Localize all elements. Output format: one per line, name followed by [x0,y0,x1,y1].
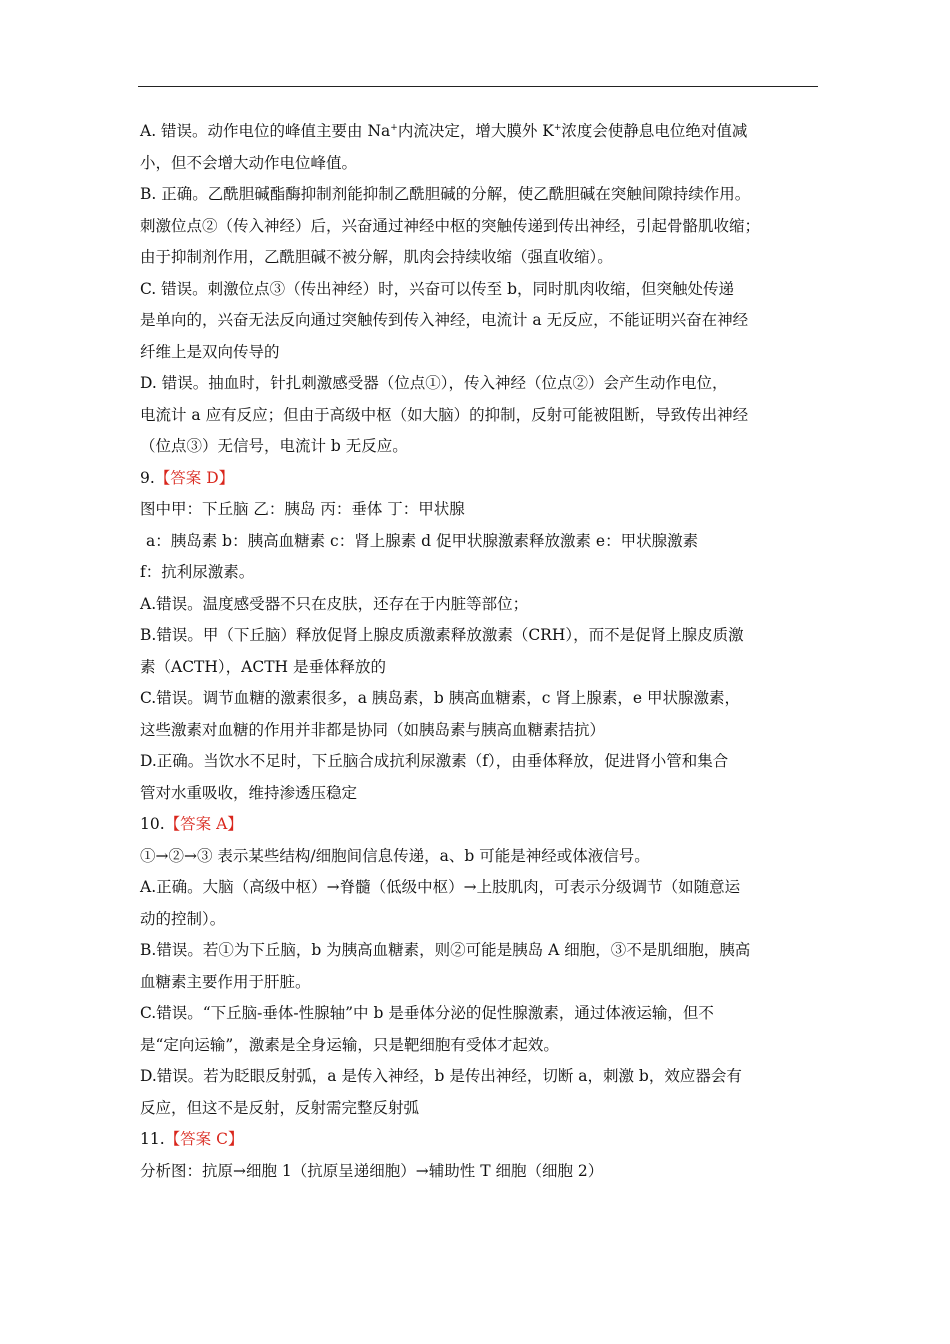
q8-option-d-line3: （位点③）无信号，电流计 b 无反应。 [140,437,408,455]
q8-option-b-line2: 刺激位点②（传入神经）后，兴奋通过神经中枢的突触传递到传出神经，引起骨骼肌收缩； [140,216,761,235]
q9-option-b-line2: 素（ACTH），ACTH 是垂体释放的 [140,657,386,676]
q9-answer: 【答案 D】 [154,468,235,487]
q8-option-c-line2: 是单向的，兴奋无法反向通过突触传到传入神经，电流计 a 无反应，不能证明兴奋在神经 [140,311,749,329]
q10-option-c-line2: 是“定向运输”，激素是全身运输，只是靶细胞有受体才起效。 [140,1035,559,1054]
q11-answer: 【答案 C】 [164,1130,244,1148]
header-rule [138,86,818,87]
q10-answer: 【答案 A】 [164,815,243,833]
q8-option-b-line3: 由于抑制剂作用，乙酰胆碱不被分解，肌肉会持续收缩（强直收缩）。 [140,248,613,266]
q9-line2: a：胰岛素 b：胰高血糖素 c：肾上腺素 d 促甲状腺激素释放激素 e：甲状腺激素 [146,531,699,550]
q10-option-b-line1: B.错误。若①为下丘脑，b 为胰高血糖素，则②可能是胰岛 A 细胞，③不是肌细胞，胰高 [140,941,751,959]
q10-option-d-line2: 反应，但这不是反射，反射需完整反射弧 [140,1098,420,1117]
q8-option-c-line1: C. 错误。刺激位点③（传出神经）时，兴奋可以传至 b，同时肌肉收缩，但突触处传递 [140,279,735,298]
q9-option-c-line2: 这些激素对血糖的作用并非都是协同（如胰岛素与胰高血糖素拮抗） [140,720,606,739]
q8-option-a-line2: 小，但不会增大动作电位峰值。 [140,153,358,172]
q10-line1: ①→②→③ 表示某些结构/细胞间信息传递，a、b 可能是神经或体液信号。 [140,846,650,865]
q10-option-c-line1: C.错误。“下丘脑-垂体-性腺轴”中 b 是垂体分泌的促性腺激素，通过体液运输，但不 [140,1004,714,1022]
q8-option-a-line1: A. 错误。动作电位的峰值主要由 Na+内流决定，增大膜外 K+浓度会使静息电位绝对值减 [140,122,748,140]
q11-number: 11. [140,1130,165,1148]
q8-option-b-line1: B. 正确。乙酰胆碱酯酶抑制剂能抑制乙酰胆碱的分解，使乙酰胆碱在突触间隙持续作用。 [140,185,751,203]
q9-number: 9. [140,468,155,487]
q8-option-d-line2: 电流计 a 应有反应；但由于高级中枢（如大脑）的抑制，反射可能被阻断，导致传出神经 [140,405,749,424]
q10-option-d-line1: D.错误。若为眨眼反射弧，a 是传入神经，b 是传出神经，切断 a，刺激 b，效应器会有 [140,1067,742,1085]
q11-line1: 分析图：抗原→细胞 1（抗原呈递细胞）→辅助性 T 细胞（细胞 2） [140,1161,604,1180]
q9-option-d-line1: D.正确。当饮水不足时，下丘脑合成抗利尿激素（f），由垂体释放，促进肾小管和集合 [140,752,729,770]
q10-option-a-line2: 动的控制）。 [140,909,226,928]
q9-line3: f：抗利尿激素。 [140,563,255,581]
q8-option-c-line3: 纤维上是双向传导的 [140,342,280,361]
q9-option-d-line2: 管对水重吸收，维持渗透压稳定 [140,783,358,802]
document-body [140,116,820,1187]
q9-option-c-line1: C.错误。调节血糖的激素很多，a 胰岛素，b 胰高血糖素，c 肾上腺素，e 甲状腺激素， [140,689,740,707]
q9-option-a-line1: A.错误。温度感受器不只在皮肤，还存在于内脏等部位； [140,594,529,613]
q10-header [140,809,820,841]
q9-option-b-line1: B.错误。甲（下丘脑）释放促肾上腺皮质激素释放激素（CRH），而不是促肾上腺皮质激 [140,626,744,644]
q9-line1: 图中甲：下丘脑 乙：胰岛 丙：垂体 丁：甲状腺 [140,500,465,518]
q11-header [140,1124,820,1156]
q10-option-b-line2: 血糖素主要作用于肝脏。 [140,972,311,991]
q10-option-a-line1: A.正确。大脑（高级中枢）→脊髓（低级中枢）→上肢肌肉，可表示分级调节（如随意运 [140,878,741,896]
q8-option-d-line1: D. 错误。抽血时，针扎刺激感受器（位点①），传入神经（位点②）会产生动作电位， [140,374,728,392]
q10-number: 10. [140,815,165,833]
q9-header [140,463,820,495]
